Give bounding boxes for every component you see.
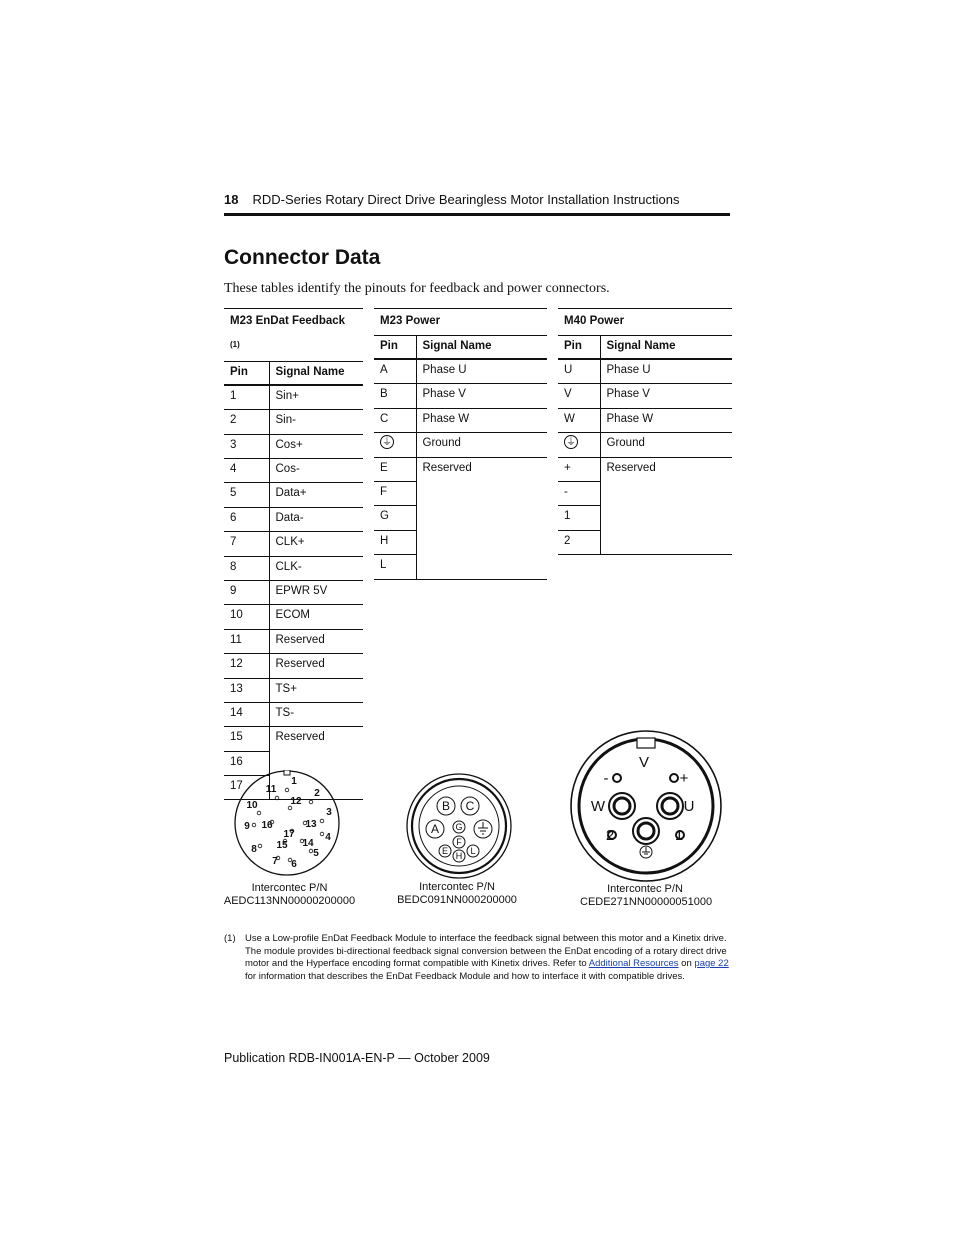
pin-label: 6 [291, 859, 297, 870]
pin-label: 11 [265, 784, 277, 795]
signal-cell: CLK- [269, 556, 363, 580]
pin-cell: V [558, 384, 600, 408]
table-row [374, 530, 547, 554]
pin-cell: 12 [224, 654, 269, 678]
table-row [558, 359, 732, 384]
pin-label: W [590, 798, 606, 815]
section-title: Connector Data [224, 246, 381, 269]
pin-cell: 17 [224, 776, 269, 800]
signal-cell: TS- [269, 702, 363, 726]
pin-cell [558, 433, 600, 457]
pin-label: E [441, 846, 449, 857]
col-header-pin: Pin [224, 361, 269, 385]
pin-cell: 5 [224, 483, 269, 507]
signal-cell [416, 555, 547, 579]
table-row [374, 359, 547, 384]
feedback-connector-diagram [232, 770, 342, 878]
signal-cell: Phase V [416, 384, 547, 408]
table-row [224, 556, 363, 580]
pin-cell: 7 [224, 532, 269, 556]
signal-cell: Ground [600, 433, 732, 457]
signal-cell [600, 530, 732, 554]
table-row [558, 433, 732, 457]
table-row [224, 532, 363, 556]
additional-resources-link[interactable]: Additional Resources [588, 958, 679, 969]
table-row [374, 457, 547, 481]
table-row [224, 385, 363, 410]
signal-cell: Phase V [600, 384, 732, 408]
table-row [374, 384, 547, 408]
pin-label: 14 [302, 838, 314, 849]
pin-cell: 4 [224, 459, 269, 483]
table-caption: M23 Power [374, 309, 547, 336]
signal-cell: TS+ [269, 678, 363, 702]
signal-cell: Reserved [422, 461, 472, 474]
pin-cell: G [374, 506, 416, 530]
signal-cell: CLK+ [269, 532, 363, 556]
signal-cell: Data+ [269, 483, 363, 507]
pin-label: 1 [291, 776, 297, 787]
pin-label: H [455, 851, 463, 862]
table-row [374, 555, 547, 579]
col-header-signal: Signal Name [416, 336, 547, 360]
table-row [224, 459, 363, 483]
table-row [224, 605, 363, 629]
signal-cell [416, 481, 547, 505]
pin-label: 13 [305, 819, 317, 830]
table-row [224, 410, 363, 434]
pin-cell: 1 [224, 385, 269, 410]
pin-cell: + [558, 457, 600, 481]
table-row [374, 506, 547, 530]
table-caption: M23 EnDat Feedback $^{(1)}$ [224, 309, 363, 362]
col-header-pin: Pin [374, 336, 416, 360]
pin-label: 1 [674, 827, 684, 844]
pin-cell: 9 [224, 580, 269, 604]
m40-connector-caption: Intercontec P/N CEDE271NN00000051000 [580, 883, 713, 908]
pin-label: 4 [325, 832, 331, 843]
pin-cell: 6 [224, 507, 269, 531]
m23-power-connector-diagram [403, 772, 515, 880]
signal-cell: Sin- [269, 410, 363, 434]
pin-label: B [441, 799, 451, 814]
pin-label: 7 [272, 856, 278, 867]
pin-label: 17 [283, 829, 295, 840]
signal-cell: ECOM [269, 605, 363, 629]
col-header-pin: Pin [558, 336, 600, 360]
doc-title: RDD-Series Rotary Direct Drive Bearingless Motor Installation Instructions [252, 192, 680, 207]
pin-cell: 3 [224, 434, 269, 458]
pin-label: G [455, 822, 463, 833]
pin-cell: H [374, 530, 416, 554]
pin-cell: C [374, 408, 416, 432]
pin-cell: 10 [224, 605, 269, 629]
ground-icon [564, 435, 578, 449]
table-row [374, 481, 547, 505]
table-row [558, 506, 732, 530]
pin-cell: 2 [558, 530, 600, 554]
table-row [558, 530, 732, 554]
signal-cell: Phase U [416, 359, 547, 384]
signal-cell [600, 506, 732, 530]
pin-cell: A [374, 359, 416, 384]
pin-cell: 11 [224, 629, 269, 653]
pin-label: F [456, 837, 462, 848]
table-row [224, 507, 363, 531]
pin-label: 10 [246, 800, 258, 811]
pin-cell: 1 [558, 506, 600, 530]
signal-cell: Data- [269, 507, 363, 531]
pin-cell: 14 [224, 702, 269, 726]
signal-cell [416, 530, 547, 554]
page-number: 18 [224, 192, 239, 207]
table-row [558, 481, 732, 505]
pin-cell: 2 [224, 410, 269, 434]
m23-feedback-table [224, 308, 363, 800]
signal-cell: Reserved [275, 731, 325, 744]
pin-cell: 13 [224, 678, 269, 702]
signal-cell: EPWR 5V [269, 580, 363, 604]
table-caption: M40 Power [558, 309, 732, 336]
pin-label: + [679, 770, 689, 787]
pin-label: L [470, 846, 476, 857]
signal-cell: Reserved [606, 461, 656, 474]
table-row [224, 483, 363, 507]
signal-cell: Reserved [269, 629, 363, 653]
signal-cell: Phase U [600, 359, 732, 384]
footnote: (1) Use a Low-profile EnDat Feedback Module to interface the feedback signal between this motor and a Kinetix drive. The module provides bi-directional feedback signal conversion between the EnDat encoding of a rotary direct drive motor and the Hyperface encoding format compatible with Kinetix drives. Refer to Additional Resources on page 22 for information that describes the EnDat Feedback Module and how to interface it with compatible drives. [224, 933, 729, 982]
table-row [224, 727, 363, 751]
pin-label: 5 [313, 848, 319, 859]
pin-cell: 16 [224, 751, 269, 775]
pin-cell: 15 [224, 727, 269, 751]
ground-icon [380, 435, 394, 449]
pin-cell: B [374, 384, 416, 408]
feedback-connector-caption: Intercontec P/N AEDC113NN00000200000 [223, 882, 356, 907]
table-row [558, 384, 732, 408]
table-row [224, 702, 363, 726]
table-row [224, 654, 363, 678]
table-row [558, 408, 732, 432]
col-header-signal: Signal Name [269, 361, 363, 385]
page-22-link[interactable]: page 22 [694, 958, 729, 969]
table-row [224, 678, 363, 702]
pin-label: V [638, 754, 650, 771]
table-row [558, 457, 732, 481]
m40-power-table [558, 308, 732, 555]
pin-cell: F [374, 481, 416, 505]
m40-power-connector-diagram [568, 730, 724, 884]
m23-power-table [374, 308, 547, 580]
signal-cell: Ground [416, 433, 547, 457]
signal-cell: Cos- [269, 459, 363, 483]
m23-connector-caption: Intercontec P/N BEDC091NN000200000 [397, 881, 517, 906]
pin-label: 8 [251, 844, 257, 855]
table-row [224, 434, 363, 458]
pin-cell: L [374, 555, 416, 579]
signal-cell: Cos+ [269, 434, 363, 458]
running-header [224, 192, 679, 207]
table-row [224, 580, 363, 604]
pin-cell: U [558, 359, 600, 384]
pin-label: 12 [290, 796, 302, 807]
signal-cell: Phase W [416, 408, 547, 432]
ground-icon [640, 846, 652, 858]
pin-cell: 8 [224, 556, 269, 580]
pin-label: 2 [605, 827, 615, 844]
pin-label: 15 [276, 840, 288, 851]
pin-cell: E [374, 457, 416, 481]
signal-cell: Reserved [269, 654, 363, 678]
signal-cell: Phase W [600, 408, 732, 432]
signal-cell: Sin+ [269, 385, 363, 410]
col-header-signal: Signal Name [600, 336, 732, 360]
pin-cell [374, 433, 416, 457]
pin-label: 9 [244, 821, 250, 832]
pin-cell: - [558, 481, 600, 505]
pin-label: U [683, 798, 695, 815]
pin-label: - [603, 770, 609, 787]
pin-cell: W [558, 408, 600, 432]
pin-label: C [465, 799, 475, 814]
header-rule [224, 213, 730, 216]
pin-label: A [430, 822, 440, 837]
pin-label: 3 [326, 807, 332, 818]
pin-label: 16 [261, 820, 273, 831]
table-row [374, 433, 547, 457]
table-row [224, 629, 363, 653]
publication-footer: Publication RDB-IN001A-EN-P — October 2009 [224, 1051, 490, 1065]
signal-cell [416, 506, 547, 530]
pin-label: 2 [314, 788, 320, 799]
intro-paragraph: These tables identify the pinouts for feedback and power connectors. [224, 281, 610, 296]
signal-cell [600, 481, 732, 505]
table-row [374, 408, 547, 432]
footnote-number: (1) [224, 933, 236, 944]
